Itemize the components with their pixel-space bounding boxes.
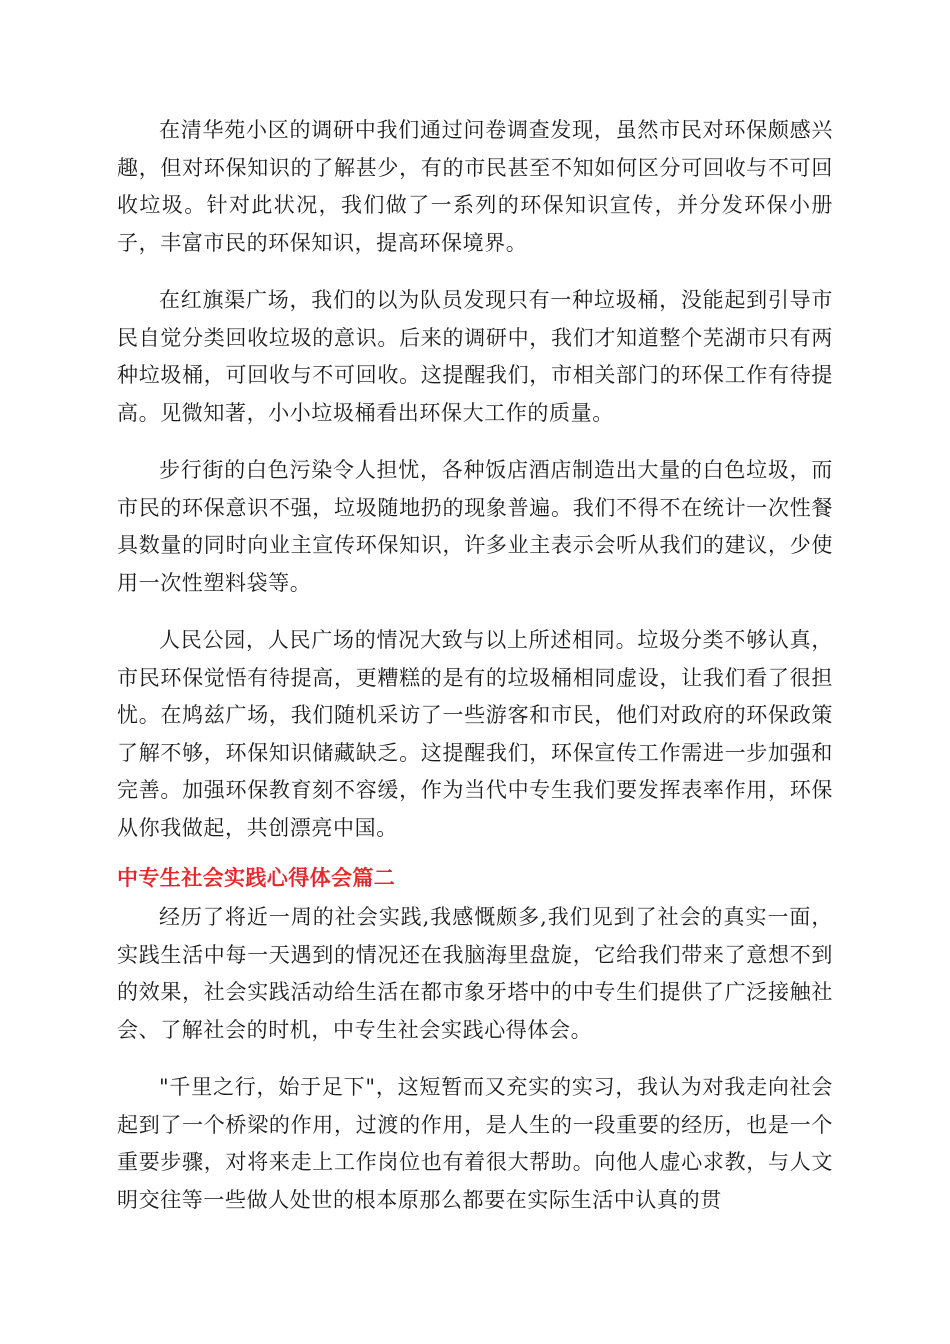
- paragraph-qinghuayuan: 在清华苑小区的调研中我们通过问卷调查发现，虽然市民对环保颇感兴趣，但对环保知识的了解甚少，有的市民甚至不知如何区分可回收与不可回收垃圾。针对此状况，我们做了一系列的环保知识宣传，并分发环保小册子，丰富市民的环保知识，提高环保境界。: [117, 118, 833, 255]
- paragraph-peoples-park: 人民公园，人民广场的情况大致与以上所述相同。垃圾分类不够认真，市民环保觉悟有待提高，更糟糕的是有的垃圾桶相同虚设，让我们看了很担忧。在鸠兹广场，我们随机采访了一些游客和市民，他们对政府的环保政策了解不够，环保知识储藏缺乏。这提醒我们，环保宣传工作需进一步加强和完善。加强环保教育刻不容缓，作为当代中专生我们要发挥表率作用，环保从你我做起，共创漂亮中国。: [117, 628, 833, 840]
- document-body: [117, 112, 833, 1239]
- paragraph-hongqiqu: 在红旗渠广场，我们的以为队员发现只有一种垃圾桶，没能起到引导市民自觉分类回收垃圾的意识。后来的调研中，我们才知道整个芜湖市只有两种垃圾桶，可回收与不可回收。这提醒我们，市相关部门的环保工作有待提高。见微知著，小小垃圾桶看出环保大工作的质量。: [117, 288, 833, 425]
- paragraph-one-week-practice: 经历了将近一周的社会实践,我感慨颇多,我们见到了社会的真实一面，实践生活中每一天遇到的情况还在我脑海里盘旋，它给我们带来了意想不到的效果，社会实践活动给生活在都市象牙塔中的中专生们提供了广泛接触社会、了解社会的时机，中专生社会实践心得体会。: [117, 905, 833, 1042]
- paragraph-pedestrian-street: 步行街的白色污染令人担忧，各种饭店酒店制造出大量的白色垃圾，而市民的环保意识不强，垃圾随地扔的现象普遍。我们不得不在统计一次性餐具数量的同时向业主宣传环保知识，许多业主表示会听从我们的建议，少使用一次性塑料袋等。: [117, 458, 833, 595]
- section-heading: 中专生社会实践心得体会篇二: [117, 866, 396, 890]
- paragraph-journey-quote: "千里之行，始于足下"，这短暂而又充实的实习，我认为对我走向社会起到了一个桥梁的作用，过渡的作用，是人生的一段重要的经历，也是一个重要步骤，对将来走上工作岗位也有着很大帮助。向他人虚心求教，与人文明交往等一些做人处世的根本原那么都要在实际生活中认真的贯: [117, 1075, 833, 1212]
